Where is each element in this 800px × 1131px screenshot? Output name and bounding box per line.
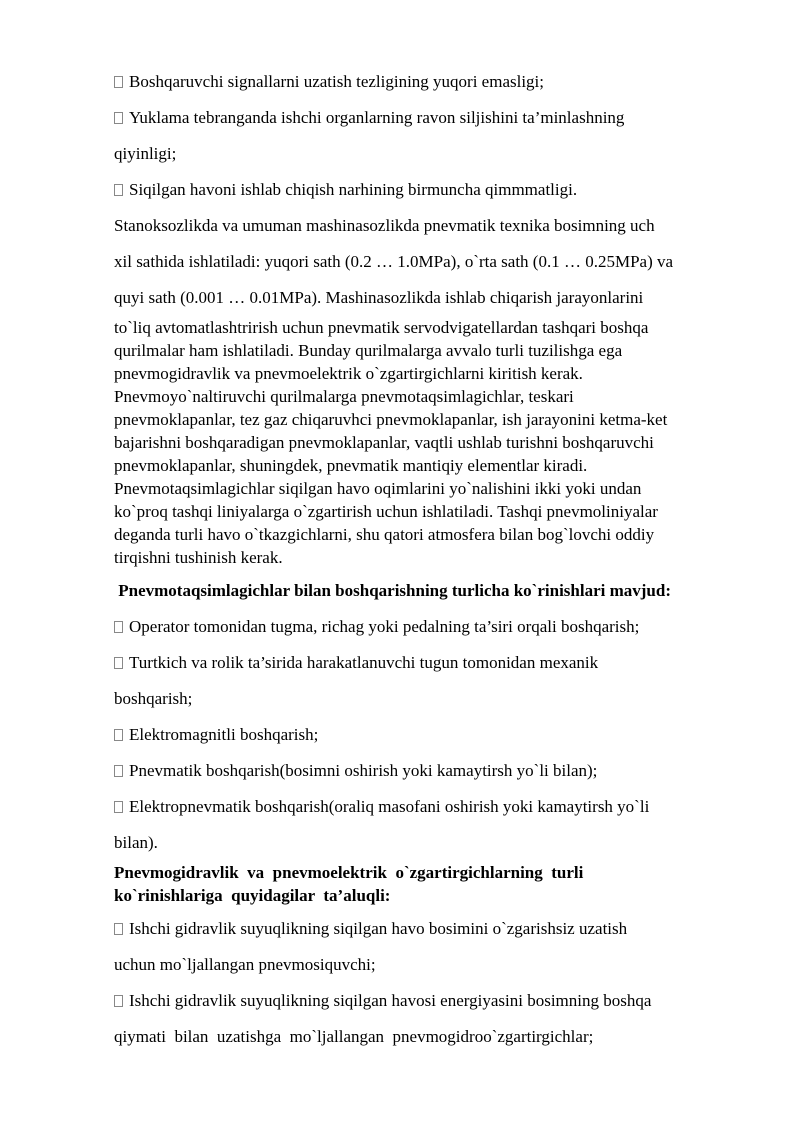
paragraph-line-12 (114, 408, 754, 431)
paragraph-line-16 (114, 500, 754, 523)
bullet-line-23 (114, 717, 754, 753)
line-text: Pnevmotaqsimlagichlar siqilgan havo oqimlarini yo`nalishini ikki yoki undan (114, 479, 642, 498)
bullet-line-1 (114, 64, 754, 100)
paragraph-line-13 (114, 431, 754, 454)
line-text: quyi sath (0.001 … 0.01MPa). Mashinasozlikda ishlab chiqarish jarayonlarini (114, 288, 644, 307)
bullet-marker (114, 923, 123, 935)
line-text: xil sathida ishlatiladi: yuqori sath (0.2 … 1.0MPa), o`rta sath (0.1 … 0.25MPa) va (114, 252, 674, 271)
line-text: Ishchi gidravlik suyuqlikning siqilgan havosi energiyasini bosimning boshqa (129, 991, 652, 1010)
line-text: Pnevmoyo`naltiruvchi qurilmalarga pnevmotaqsimlagichlar, teskari (114, 387, 574, 406)
line-text: bajarishni boshqaradigan pnevmoklapanlar, vaqtli ushlab turishni boshqaruvchi (114, 433, 654, 452)
paragraph-line-8 (114, 316, 754, 339)
bullet-marker (114, 729, 123, 741)
bullet-marker (114, 995, 123, 1007)
text-line-7 (114, 280, 754, 316)
bullet-marker (114, 112, 123, 124)
bullet-marker (114, 765, 123, 777)
bullet-line-20 (114, 609, 754, 645)
line-text: tirqishni tushinish kerak. (114, 548, 283, 567)
text-line-30 (114, 947, 754, 983)
text-line-22 (114, 681, 754, 717)
line-text: pnevmoklapanlar, shuningdek, pnevmatik mantiqiy elementlar kiradi. (114, 456, 588, 475)
bullet-line-29 (114, 911, 754, 947)
line-text: Siqilgan havoni ishlab chiqish narhining birmuncha qimmmatligi. (129, 180, 578, 199)
text-line-6 (114, 244, 754, 280)
bullet-line-2 (114, 100, 754, 136)
paragraph-line-15 (114, 477, 754, 500)
line-text: Yuklama tebranganda ishchi organlarning ravon siljishini ta’minlashning (129, 108, 625, 127)
text-line-32 (114, 1019, 754, 1055)
line-text: Operator tomonidan tugma, richag yoki pedalning ta’siri orqali boshqarish; (129, 617, 640, 636)
paragraph-line-9 (114, 339, 754, 362)
line-text: qurilmalar ham ishlatiladi. Bunday qurilmalarga avvalo turli tuzilishga ega (114, 341, 623, 360)
bullet-marker (114, 76, 123, 88)
bullet-marker (114, 657, 123, 669)
bullet-line-31 (114, 983, 754, 1019)
line-text: Elektropnevmatik boshqarish(oraliq masofani oshirish yoki kamaytirsh yo`li (129, 797, 650, 816)
line-text: uchun mo`ljallangan pnevmosiquvchi; (114, 955, 376, 974)
bullet-marker (114, 184, 123, 196)
document-page (114, 64, 754, 1055)
text-line-3 (114, 136, 754, 172)
text-line-5 (114, 208, 754, 244)
bullet-line-4 (114, 172, 754, 208)
bullet-line-24 (114, 753, 754, 789)
line-text: Pnevmatik boshqarish(bosimni oshirish yoki kamaytirsh yo`li bilan); (129, 761, 598, 780)
line-text: qiyinligi; (114, 144, 177, 163)
line-text: Turtkich va rolik ta’sirida harakatlanuvchi tugun tomonidan mexanik (129, 653, 599, 672)
paragraph-line-17 (114, 523, 754, 546)
line-text: pnevmoklapanlar, tez gaz chiqaruvhci pnevmoklapanlar, ish jarayonini ketma-ket (114, 410, 668, 429)
bullet-marker (114, 801, 123, 813)
heading-text: ko`rinishlariga quyidagilar ta’aluqli: (114, 886, 391, 905)
line-text: to`liq avtomatlashtrirish uchun pnevmatik servodvigatellardan tashqari boshqa (114, 318, 649, 337)
text-line-26 (114, 825, 754, 861)
bullet-line-21 (114, 645, 754, 681)
line-text: Ishchi gidravlik suyuqlikning siqilgan havo bosimini o`zgarishsiz uzatish (129, 919, 628, 938)
section-heading-1 (114, 573, 754, 609)
line-text: Stanoksozlikda va umuman mashinasozlikda pnevmatik texnika bosimning uch (114, 216, 655, 235)
line-text: Boshqaruvchi signallarni uzatish tezligining yuqori emasligi; (129, 72, 545, 91)
line-text: ko`proq tashqi liniyalarga o`zgartirish uchun ishlatiladi. Tashqi pnevmoliniyalar (114, 502, 658, 521)
bullet-marker (114, 621, 123, 633)
line-text: bilan). (114, 833, 158, 852)
section-heading-2-line-2 (114, 884, 754, 907)
line-text: pnevmogidravlik va pnevmoelektrik o`zgartirgichlarni kiritish kerak. (114, 364, 583, 383)
bullet-line-25 (114, 789, 754, 825)
section-heading-2-line-1 (114, 861, 754, 884)
line-text: boshqarish; (114, 689, 193, 708)
heading-text: Pnevmogidravlik va pnevmoelektrik o`zgartirgichlarning turli (114, 863, 584, 882)
heading-text: Pnevmotaqsimlagichlar bilan boshqarishning turlicha ko`rinishlari mavjud: (114, 581, 671, 600)
line-text: Elektromagnitli boshqarish; (129, 725, 319, 744)
line-text: deganda turli havo o`tkazgichlarni, shu qatori atmosfera bilan bog`lovchi oddiy (114, 525, 655, 544)
paragraph-line-14 (114, 454, 754, 477)
paragraph-line-10 (114, 362, 754, 385)
paragraph-line-18 (114, 546, 754, 569)
line-text: qiymati bilan uzatishga mo`ljallangan pnevmogidroo`zgartirgichlar; (114, 1027, 594, 1046)
paragraph-line-11 (114, 385, 754, 408)
